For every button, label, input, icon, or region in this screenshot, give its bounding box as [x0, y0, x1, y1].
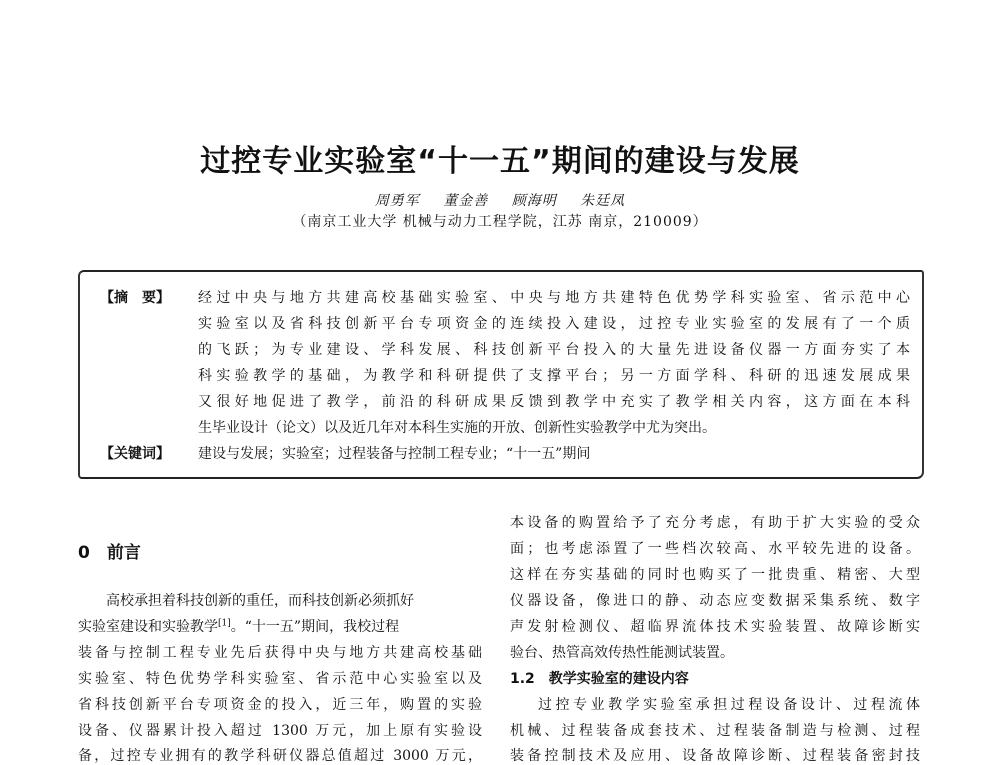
abstract-line: 实验室以及省科技创新平台专项资金的连续投入建设，过控专业实验室的发展有了一个质: [198, 316, 910, 332]
body-line: 设备、仪器累计投入超过 1300 万元，加上原有实验设: [78, 723, 482, 739]
affiliation: （南京工业大学 机械与动力工程学院，江苏 南京，210009）: [292, 214, 708, 230]
citation[interactable]: [1]: [218, 618, 231, 629]
author-list: 周勇军 董金善 顾海明 朱廷凤: [374, 193, 626, 209]
abstract-line: 生毕业设计（论文）以及近几年对本科生实施的开放、创新性实验教学中尤为突出。: [198, 420, 716, 436]
body-line: 装备控制技术及应用、设备故障诊断、过程装备密封技: [510, 748, 920, 764]
body-line: 声发射检测仪、超临界流体技术实验装置、故障诊断实: [510, 619, 920, 635]
keywords-label: 【关键词】: [100, 446, 170, 462]
body-line: 机械、过程装备成套技术、过程装备制造与检测、过程: [510, 723, 920, 739]
abstract-line: 又很好地促进了教学，前沿的科研成果反馈到教学中充实了教学相关内容，这方面在本科: [198, 394, 910, 410]
body-line: 备，过控专业拥有的教学科研仪器总值超过 3000 万元，: [78, 748, 482, 764]
body-line: 这样在夯实基础的同时也购买了一批贵重、精密、大型: [510, 567, 920, 583]
body-line: 本设备的购置给予了充分考虑，有助于扩大实验的受众: [510, 515, 920, 531]
body-line: 实验室、特色优势学科实验室、省示范中心实验室以及: [78, 671, 482, 687]
abstract-line: 的飞跃；为专业建设、学科发展、科技创新平台投入的大量先进设备仪器一方面夯实了本: [198, 342, 910, 358]
abstract-line: 经过中央与地方共建高校基础实验室、中央与地方共建特色优势学科实验室、省示范中心: [198, 290, 910, 306]
body-line: 仪器设备，像进口的静、动态应变数据采集系统、数字: [510, 593, 920, 609]
paper-title: 过控专业实验室“十一五”期间的建设与发展: [200, 144, 800, 179]
body-text: 实验室建设和实验教学: [78, 619, 218, 635]
body-line: 验台、热管高效传热性能测试装置。: [510, 645, 734, 661]
abstract-line: 科实验教学的基础，为教学和科研提供了支撑平台；另一方面学科、科研的迅速发展成果: [198, 368, 910, 384]
section-heading: 0 前言: [78, 543, 141, 563]
body-line-cited: [78, 616, 482, 636]
body-line: 高校承担着科技创新的重任，而科技创新必须抓好: [106, 593, 414, 609]
body-line: 过控专业教学实验室承担过程设备设计、过程流体: [538, 697, 920, 713]
body-line: 省科技创新平台专项资金的投入，近三年，购置的实验: [78, 697, 482, 713]
body-text: 。“十一五”期间，我校过程: [230, 619, 400, 635]
body-line: 面；也考虑添置了一些档次较高、水平较先进的设备。: [510, 541, 920, 557]
keywords-text: 建设与发展；实验室；过程装备与控制工程专业；“十一五”期间: [198, 446, 591, 462]
body-line: 装备与控制工程专业先后获得中央与地方共建高校基础: [78, 645, 482, 661]
subsection-heading: 1.2 教学实验室的建设内容: [510, 671, 689, 687]
abstract-label: 【摘 要】: [100, 290, 170, 306]
